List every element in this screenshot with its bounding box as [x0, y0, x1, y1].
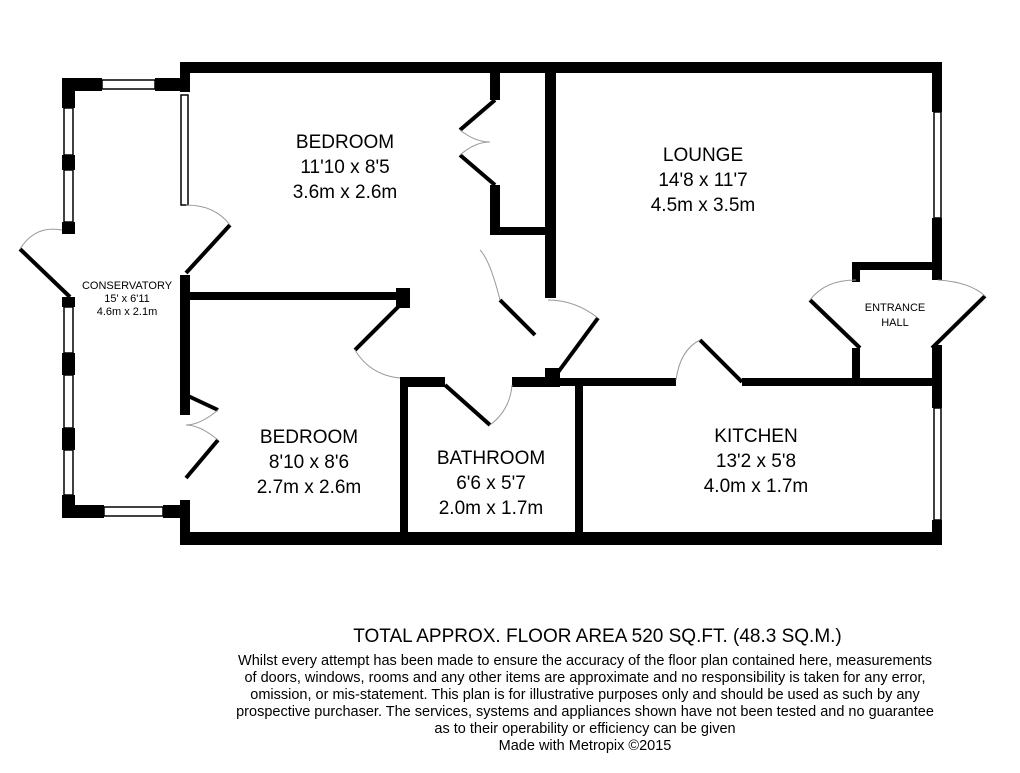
room-size-imperial: 8'10 x 8'6 [268, 452, 350, 473]
room-size-metric: 2.0m x 1.7m [438, 498, 544, 519]
room-size-metric: 4.0m x 1.7m [703, 476, 809, 497]
total-floor-area: TOTAL APPROX. FLOOR AREA 520 SQ.FT. (48.3 SQ.M.) [353, 626, 842, 647]
credit: Made with Metropix ©2015 [498, 738, 672, 754]
room-name: CONSERVATORY [81, 280, 173, 292]
room-lounge [651, 145, 756, 216]
disclaimer-line: omission, or mis-statement. This plan is for illustrative purposes only and should be used as such by any [250, 687, 920, 703]
disclaimer-line: as to their operability or efficiency can be given [434, 721, 736, 737]
room-entrance-hall [865, 302, 926, 329]
room-name: KITCHEN [714, 426, 798, 447]
room-size-imperial: 13'2 x 5'8 [715, 451, 797, 472]
room-name: BATHROOM [436, 448, 546, 469]
disclaimer-line: of doors, windows, rooms and any other items are approximate and no responsibility is taken for any error, [244, 670, 926, 686]
room-size-metric: 3.6m x 2.6m [292, 182, 398, 203]
footer [150, 626, 1020, 755]
room-kitchen [704, 426, 809, 497]
room-name: BEDROOM [295, 132, 395, 153]
room-size-imperial: 6'6 x 5'7 [456, 473, 526, 494]
room-name: BEDROOM [259, 427, 359, 448]
room-size-metric: 4.5m x 3.5m [650, 195, 756, 216]
room-name-line1: ENTRANCE [864, 302, 926, 314]
room-size-metric: 4.6m x 2.1m [96, 306, 158, 318]
room-conservatory [82, 280, 173, 318]
room-name-line2: HALL [881, 317, 909, 329]
room-name: LOUNGE [662, 145, 744, 166]
room-size-imperial: 11'10 x 8'5 [300, 157, 390, 178]
room-size-imperial: 14'8 x 11'7 [658, 170, 748, 191]
disclaimer-line: prospective purchaser. The services, systems and appliances shown have not been tested and no guarantee [236, 704, 934, 720]
room-bedroom-1 [293, 132, 398, 203]
room-bedroom-2 [257, 427, 362, 498]
room-size-imperial: 15' x 6'11 [104, 293, 150, 305]
disclaimer-line: Whilst every attempt has been made to ensure the accuracy of the floor plan contained here, measurements [238, 653, 932, 669]
room-size-metric: 2.7m x 2.6m [256, 477, 362, 498]
room-bathroom [437, 448, 545, 519]
